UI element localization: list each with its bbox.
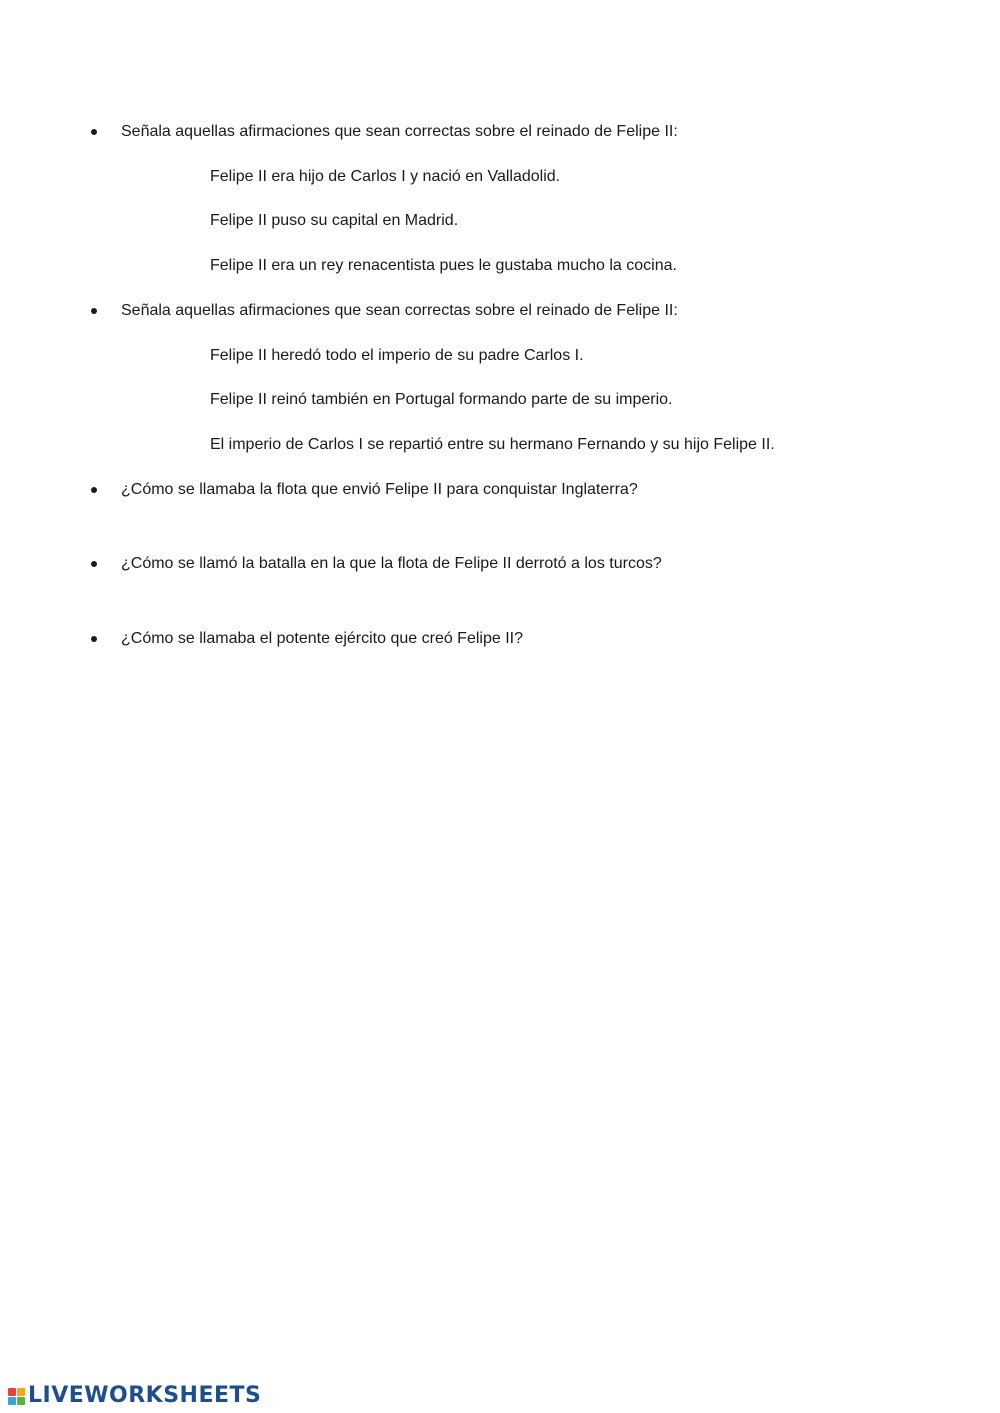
logo-block	[8, 1397, 16, 1405]
question-2-option-1[interactable]: Felipe II heredó todo el imperio de su padre Carlos I.	[210, 347, 584, 364]
question-1-option-1[interactable]: Felipe II era hijo de Carlos I y nació en Valladolid.	[210, 168, 561, 185]
liveworksheets-logo	[8, 1383, 261, 1409]
bullet-icon	[91, 129, 97, 135]
logo-blocks-icon	[8, 1388, 25, 1405]
logo-text: LIVEWORKSHEETS	[28, 1383, 262, 1408]
logo-block	[8, 1388, 16, 1396]
question-2-option-2[interactable]: Felipe II reinó también en Portugal formando parte de su imperio.	[210, 391, 673, 408]
bullet-icon	[91, 487, 97, 493]
question-1-option-3[interactable]: Felipe II era un rey renacentista pues le gustaba mucho la cocina.	[210, 257, 677, 274]
bullet-icon	[91, 636, 97, 642]
question-5-text: ¿Cómo se llamaba el potente ejército que creó Felipe II?	[121, 630, 523, 647]
question-1-text: Señala aquellas afirmaciones que sean correctas sobre el reinado de Felipe II:	[121, 123, 678, 140]
logo-block	[17, 1397, 25, 1405]
bullet-icon	[91, 561, 97, 567]
bullet-icon	[91, 308, 97, 314]
question-2-option-3[interactable]: El imperio de Carlos I se repartió entre su hermano Fernando y su hijo Felipe II.	[210, 436, 775, 453]
logo-block	[17, 1388, 25, 1396]
question-3-text: ¿Cómo se llamaba la flota que envió Felipe II para conquistar Inglaterra?	[121, 481, 638, 498]
question-4-text: ¿Cómo se llamó la batalla en la que la flota de Felipe II derrotó a los turcos?	[121, 555, 662, 572]
question-2-text: Señala aquellas afirmaciones que sean correctas sobre el reinado de Felipe II:	[121, 302, 678, 319]
question-1-option-2[interactable]: Felipe II puso su capital en Madrid.	[210, 212, 459, 229]
